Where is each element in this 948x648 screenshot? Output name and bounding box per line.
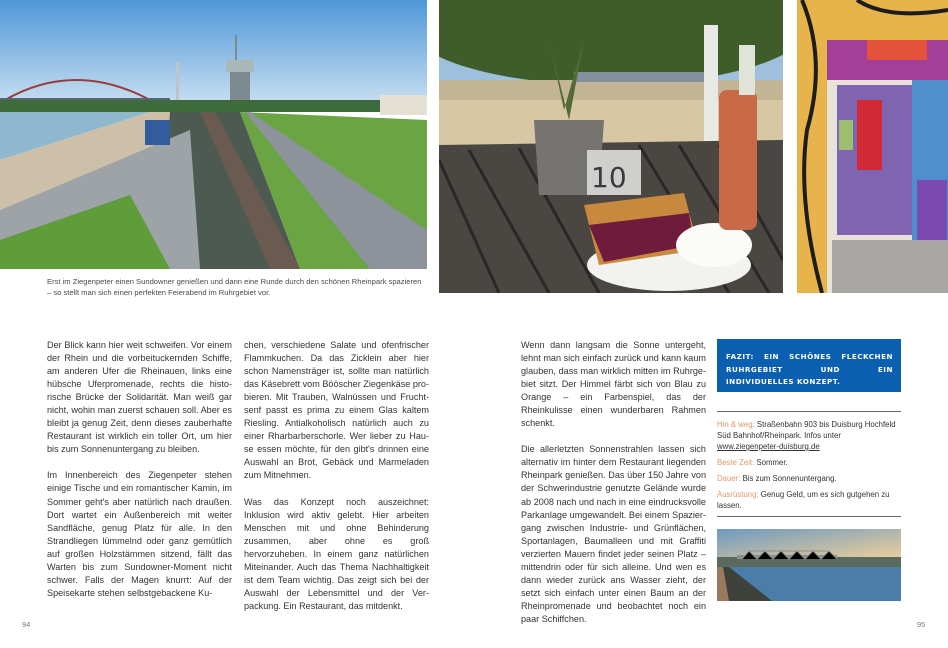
page-number-right: 95: [917, 620, 926, 629]
cake-image: [439, 0, 783, 293]
info-best-time: [717, 457, 901, 468]
info-text: Bis zum Sonnenuntergang.: [742, 474, 837, 483]
info-text: Sommer.: [756, 458, 788, 467]
info-text: Straßenbahn 903 bis Duisburg Hochfeld Süd Bahnhof/Rheinpark. Infos unter: [717, 420, 896, 440]
fazit-box: FAZIT: EIN SCHÖNES FLECKCHEN RUHRGEBIET UND EIN INDIVIDUELLES KONZEPT.: [717, 339, 901, 392]
text-column-3: [521, 339, 706, 639]
table-number-sign: 10: [591, 161, 627, 194]
paragraph: Im Innenbereich des Ziegenpeter stehen einige Tische und ein romantischer Kamin, im Sommer geht's aber natürlich nach draußen. Dort wartet ein Außenbereich mit weiter Sandfläche, genug Platz für alle. In den Strandliegen lümmelnd oder ganz gemütlich auf großen Holzstämmen sitzend, fällt das Warten bis zum Sundowner-Moment nicht schwer. Falls der Magen knurrt: Auf der Speisekarte stehen selbstgebackene Ku-: [47, 470, 232, 598]
info-divider-bottom: [717, 516, 901, 517]
info-box: [717, 419, 901, 516]
website-link[interactable]: www.ziegenpeter-duisburg.de: [717, 442, 820, 451]
info-equipment: [717, 489, 901, 511]
paragraph: Was das Konzept noch auszeichnet: Inklusion wird aktiv gelebt. Hier arbeiten Menschen mit und ohne Behinderung zusammen, aber ohne es groß hervorzuheben. In einem ganz natürlichen Miteinander. Auch das Thema Nachhaltigkeit ist dem Team wichtig. Das zeigt sich bei der Auswahl der Lebensmittel und der Verpackung. Ein Restaurant, das mitdenkt.: [244, 496, 429, 611]
text-column-2: [244, 339, 429, 626]
rhine-park-image: [0, 0, 427, 269]
info-duration: [717, 473, 901, 484]
info-label: Ausrüstung:: [717, 490, 759, 499]
info-text: Genug Geld, um es sich gutgehen zu lassen.: [717, 490, 890, 510]
info-travel: [717, 419, 901, 452]
bridge-image: [717, 529, 901, 601]
photo-caption: Erst im Ziegenpeter einen Sundowner genießen und dann eine Runde durch den schönen Rheinpark spazieren – so stellt man sich einen perfekten Feierabend im Ruhrgebiet vor.: [47, 277, 422, 297]
info-label: Hin & weg:: [717, 420, 755, 429]
photo-rhine-bridge: [717, 529, 901, 601]
paragraph: Der Blick kann hier weit schweifen. Vor einem der Rhein und die vorbeituckernden Schiffe, am anderen Ufer die Rheinauen, links eine hübsche Uferpromenade, rechts die historische Brücke der Solidarität. Man weiß gar nicht, wohin man zuerst schauen soll. Aber es bleibt ja genug Zeit, denn dieses zauberhafte Restaurant ist wirklich ein toller Ort, um hier bis zum Sonnenuntergang zu bleiben.: [47, 340, 232, 455]
paragraph: Wenn dann langsam die Sonne untergeht, lehnt man sich einfach zurück und kann kaum glauben, dass man wirklich mitten im Ruhrgebiet sitzt. Der Himmel färbt sich von Blau zu Orange – ein Farbenspiel, das der Rheinkulisse einen wunderbaren Rahmen schenkt.: [521, 340, 706, 429]
photo-rhine-park: [0, 0, 427, 269]
paragraph: Die allerletzten Sonnenstrahlen lassen sich alternativ im hinter dem Restaurant liegenden Rheinpark genießen. Das über 150 Jahre von der Schwerindustrie genutzte Gelände wurde ab 2008 nach und nach in eine eindrucksvolle Parkanlage umgewandelt. Bei einem Spaziergang zwischen Industrie- und Grünflächen, Sportanlagen, Baumalleen und mit Graffiti verzierten Mauern findet jeder seinen Platz – mittendrin oder für sich alleine. Und wen es dann wieder zurück ans Wasser zieht, der setzt sich einfach unter einen Baum an der Rheinpromenade und beobachtet noch ein paar Schiffchen.: [521, 444, 706, 624]
page-number-left: 94: [22, 620, 31, 629]
info-label: Beste Zeit:: [717, 458, 755, 467]
info-label: Dauer:: [717, 474, 741, 483]
paragraph: chen, verschiedene Salate und ofenfrischer Flammkuchen. Da das Zicklein aber hier schon Namensträger ist, sollte man natürlich das Käsebrett vom Bööscher Ziegenkäse probieren. Mit Trauben, Walnüssen und Fruchtsenf passt es prima zu einem Glas kaltem Riesling. Antialkoholisch natürlich auch zu einer Rharbarberschorle. Wer lieber zu Hause essen möchte, für den gibt's drinnen eine Auswahl an Brot, Gebäck und Marmeladen zum Mitnehmen.: [244, 340, 430, 481]
graffiti-image: [797, 0, 948, 293]
info-divider-top: [717, 411, 901, 412]
photo-graffiti-walls: [797, 0, 948, 293]
photo-cake-table: [439, 0, 783, 293]
text-column-1: [47, 339, 232, 613]
